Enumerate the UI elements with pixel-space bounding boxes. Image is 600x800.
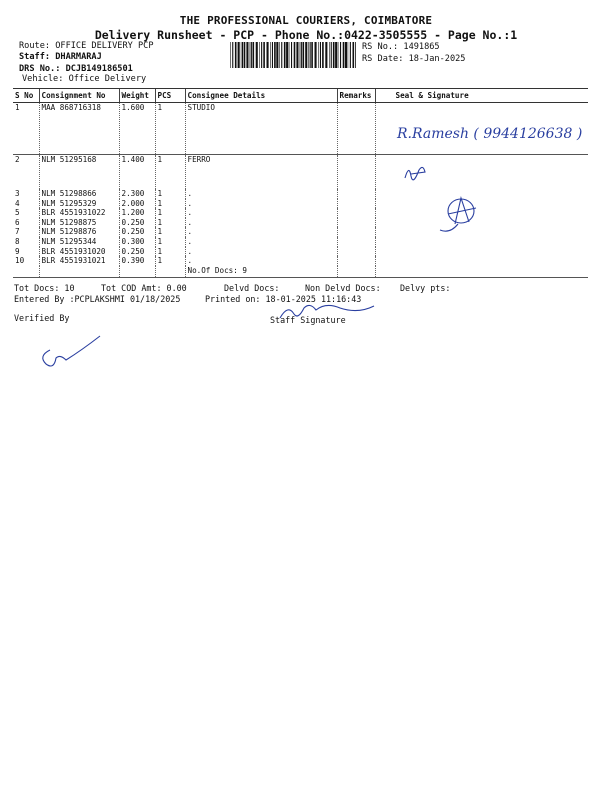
staff-label: Staff: DHARMARAJ: [19, 52, 102, 62]
delvd-docs: Delvd Docs:: [224, 283, 280, 293]
table-row: 10 BLR 4551931021 0.390 1 .: [13, 256, 588, 266]
col-remarks: Remarks: [337, 89, 375, 103]
delvy-pts: Delvy pts:: [400, 283, 451, 293]
stamp-signature: [440, 198, 476, 231]
col-consignee: Consignee Details: [185, 89, 337, 103]
staff-signature-label: Staff Signature: [270, 315, 346, 325]
tot-docs: Tot Docs: 10: [14, 283, 75, 293]
table-row: 4 NLM 51295329 2.000 1 .: [13, 199, 588, 209]
col-sno: S No: [13, 89, 39, 103]
staff-signature-scribble: [280, 305, 374, 318]
no-of-docs: No.Of Docs: 9: [185, 266, 337, 278]
rs-date: RS Date: 18-Jan-2025: [362, 54, 466, 64]
verified-by: Verified By: [14, 313, 70, 323]
table-row: 1 MAA 868716318 1.600 1 STUDIO: [13, 103, 588, 155]
table-row: 6 NLM 51298875 0.250 1 .: [13, 218, 588, 228]
tot-cod-amt: Tot COD Amt: 0.00: [101, 283, 187, 293]
table-row: 5 BLR 4551931022 1.200 1 .: [13, 208, 588, 218]
table-row: 7 NLM 51298876 0.250 1 .: [13, 227, 588, 237]
col-seal: Seal & Signature: [375, 89, 588, 103]
table-row: 2 NLM 51295168 1.400 1 FERRO: [13, 155, 588, 190]
signature-row-2: [405, 167, 425, 179]
verifier-signature: [43, 336, 100, 366]
entered-by: Entered By :PCPLAKSHMI 01/18/2025: [14, 294, 181, 304]
printed-on: Printed on: 18-01-2025 11:16:43: [205, 294, 362, 304]
table-row: 3 NLM 51298866 2.300 1 .: [13, 189, 588, 199]
rs-number: RS No.: 1491865: [362, 42, 440, 52]
vehicle-label: Vehicle: Office Delivery: [22, 74, 147, 84]
table-row: 8 NLM 51295344 0.300 1 .: [13, 237, 588, 247]
col-pcs: PCS: [155, 89, 185, 103]
non-delvd-docs: Non Delvd Docs:: [305, 283, 381, 293]
drs-number: DRS No.: DCJB149186501: [19, 64, 133, 74]
col-consignment: Consignment No: [39, 89, 119, 103]
table-row: 9 BLR 4551931020 0.250 1 .: [13, 247, 588, 257]
route-label: Route: OFFICE DELIVERY PCP: [19, 41, 154, 51]
company-title: THE PROFESSIONAL COURIERS, COIMBATORE: [179, 14, 433, 27]
signature-row-1: R.Ramesh ( 9944126638 ): [397, 126, 583, 142]
runsheet-subtitle: Delivery Runsheet - PCP - Phone No.:0422-3505555 - Page No.:1: [94, 28, 518, 42]
col-weight: Weight: [119, 89, 155, 103]
